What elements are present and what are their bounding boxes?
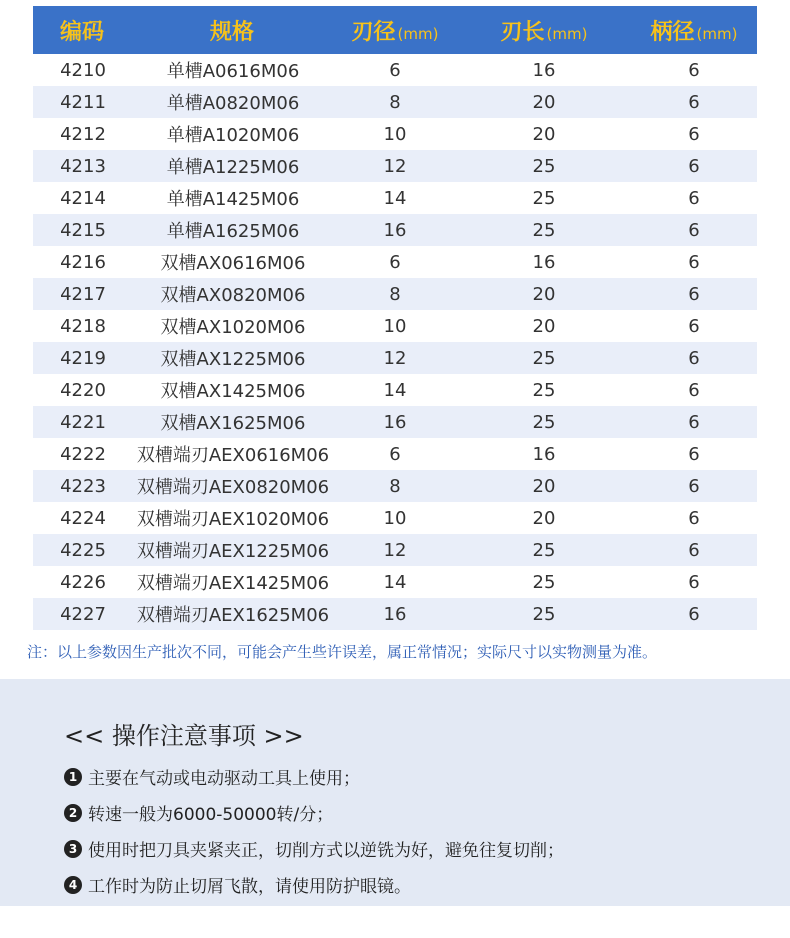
cell-code: 4214 — [60, 187, 106, 209]
cell-shank-diameter: 6 — [688, 571, 700, 593]
header-blade-diameter: 刃径 (mm) — [351, 19, 439, 45]
cell-blade-diameter: 10 — [383, 315, 407, 337]
cell-shank-diameter: 6 — [688, 379, 700, 401]
cell-spec: 双槽AX1020M06 — [160, 317, 306, 338]
precaution-item — [64, 764, 360, 789]
precaution-item — [64, 800, 333, 825]
table-row — [33, 150, 757, 182]
cell-code: 4210 — [60, 59, 106, 81]
cell-blade-length: 20 — [532, 91, 556, 113]
cell-spec: 双槽AX1425M06 — [160, 381, 306, 402]
table-body — [33, 54, 757, 630]
precaution-item — [64, 836, 564, 861]
cell-blade-length: 25 — [532, 571, 556, 593]
cell-spec: 双槽端刃AEX1625M06 — [136, 605, 330, 626]
precautions-panel — [0, 679, 790, 906]
header-blade-length: 刃长 (mm) — [500, 19, 588, 45]
number-badge-icon: 1 — [64, 768, 82, 786]
cell-blade-diameter: 8 — [389, 283, 401, 305]
table-row — [33, 502, 757, 534]
cell-blade-diameter: 10 — [383, 123, 407, 145]
cell-shank-diameter: 6 — [688, 411, 700, 433]
header-shank-diameter: 柄径 (mm) — [650, 19, 738, 45]
cell-spec: 双槽AX1225M06 — [160, 349, 306, 370]
table-row — [33, 470, 757, 502]
table-row — [33, 566, 757, 598]
precaution-text: 使用时把刀具夹紧夹正，切削方式以逆铣为好，避免往复切削； — [88, 841, 564, 861]
cell-blade-diameter: 16 — [383, 603, 407, 625]
cell-blade-length: 25 — [532, 219, 556, 241]
cell-spec: 单槽A1020M06 — [166, 125, 300, 146]
cell-shank-diameter: 6 — [688, 251, 700, 273]
cell-code: 4215 — [60, 219, 106, 241]
spec-table — [33, 6, 757, 630]
header-spec: 规格 — [209, 19, 254, 45]
cell-shank-diameter: 6 — [688, 603, 700, 625]
cell-blade-length: 25 — [532, 379, 556, 401]
cell-blade-length: 25 — [532, 411, 556, 433]
cell-blade-diameter: 8 — [389, 91, 401, 113]
cell-spec: 双槽AX0820M06 — [160, 285, 306, 306]
cell-spec: 双槽AX0616M06 — [160, 253, 306, 274]
number-badge-icon: 3 — [64, 840, 82, 858]
cell-blade-diameter: 12 — [383, 539, 407, 561]
cell-blade-diameter: 10 — [383, 507, 407, 529]
cell-shank-diameter: 6 — [688, 443, 700, 465]
cell-spec: 双槽端刃AEX1425M06 — [136, 573, 330, 594]
cell-blade-diameter: 14 — [383, 379, 407, 401]
cell-code: 4211 — [60, 91, 106, 113]
cell-code: 4219 — [60, 347, 106, 369]
cell-shank-diameter: 6 — [688, 283, 700, 305]
cell-blade-diameter: 12 — [383, 155, 407, 177]
cell-blade-length: 20 — [532, 507, 556, 529]
cell-code: 4225 — [60, 539, 106, 561]
cell-spec: 单槽A0616M06 — [166, 61, 300, 82]
table-row — [33, 118, 757, 150]
cell-shank-diameter: 6 — [688, 59, 700, 81]
cell-code: 4216 — [60, 251, 106, 273]
cell-code: 4223 — [60, 475, 106, 497]
cell-code: 4227 — [60, 603, 106, 625]
cell-spec: 单槽A1225M06 — [166, 157, 300, 178]
cell-blade-length: 20 — [532, 475, 556, 497]
cell-spec: 单槽A1425M06 — [166, 189, 300, 210]
cell-blade-length: 25 — [532, 187, 556, 209]
cell-code: 4220 — [60, 379, 106, 401]
table-row — [33, 342, 757, 374]
cell-shank-diameter: 6 — [688, 187, 700, 209]
cell-blade-length: 25 — [532, 347, 556, 369]
cell-blade-diameter: 14 — [383, 187, 407, 209]
cell-blade-length: 25 — [532, 603, 556, 625]
cell-blade-length: 20 — [532, 123, 556, 145]
cell-shank-diameter: 6 — [688, 123, 700, 145]
table-row — [33, 406, 757, 438]
cell-spec: 单槽A1625M06 — [166, 221, 300, 242]
cell-blade-length: 25 — [532, 155, 556, 177]
table-row — [33, 214, 757, 246]
cell-code: 4224 — [60, 507, 106, 529]
cell-shank-diameter: 6 — [688, 539, 700, 561]
cell-shank-diameter: 6 — [688, 347, 700, 369]
cell-blade-diameter: 6 — [389, 443, 401, 465]
cell-blade-diameter: 14 — [383, 571, 407, 593]
cell-shank-diameter: 6 — [688, 315, 700, 337]
precaution-text: 转速一般为6000-50000转/分； — [88, 805, 334, 825]
table-row — [33, 246, 757, 278]
cell-shank-diameter: 6 — [688, 155, 700, 177]
number-badge-icon: 2 — [64, 804, 82, 822]
cell-spec: 双槽端刃AEX1020M06 — [136, 509, 330, 530]
table-row — [33, 534, 757, 566]
cell-spec: 双槽端刃AEX1225M06 — [136, 541, 330, 562]
cell-spec: 双槽AX1625M06 — [160, 413, 306, 434]
precaution-item — [64, 872, 411, 897]
table-row — [33, 598, 757, 630]
cell-spec: 单槽A0820M06 — [166, 93, 300, 114]
cell-blade-diameter: 6 — [389, 59, 401, 81]
cell-code: 4218 — [60, 315, 106, 337]
cell-blade-diameter: 16 — [383, 219, 407, 241]
number-badge-icon: 4 — [64, 876, 82, 894]
cell-blade-diameter: 6 — [389, 251, 401, 273]
table-row — [33, 438, 757, 470]
cell-blade-length: 16 — [532, 59, 556, 81]
cell-blade-length: 16 — [532, 251, 556, 273]
cell-blade-length: 20 — [532, 315, 556, 337]
cell-blade-diameter: 8 — [389, 475, 401, 497]
table-row — [33, 278, 757, 310]
cell-blade-length: 25 — [532, 539, 556, 561]
table-row — [33, 310, 757, 342]
table-row — [33, 86, 757, 118]
note-text: 注：以上参数因生产批次不同，可能会产生些许误差，属正常情况；实际尺寸以实物测量为准。 — [27, 643, 658, 661]
cell-blade-length: 20 — [532, 283, 556, 305]
cell-shank-diameter: 6 — [688, 219, 700, 241]
cell-code: 4221 — [60, 411, 106, 433]
cell-shank-diameter: 6 — [688, 507, 700, 529]
cell-code: 4212 — [60, 123, 106, 145]
table-row — [33, 182, 757, 214]
cell-shank-diameter: 6 — [688, 91, 700, 113]
cell-blade-diameter: 16 — [383, 411, 407, 433]
cell-spec: 双槽端刃AEX0820M06 — [136, 477, 330, 498]
header-code: 编码 — [59, 19, 104, 45]
table-row — [33, 54, 757, 86]
cell-spec: 双槽端刃AEX0616M06 — [136, 445, 330, 466]
cell-code: 4217 — [60, 283, 106, 305]
precaution-text: 主要在气动或电动驱动工具上使用； — [88, 769, 360, 789]
cell-code: 4213 — [60, 155, 106, 177]
cell-code: 4222 — [60, 443, 106, 465]
precaution-text: 工作时为防止切屑飞散，请使用防护眼镜。 — [88, 877, 411, 897]
cell-code: 4226 — [60, 571, 106, 593]
precautions-title: << 操作注意事项 >> — [64, 722, 304, 750]
cell-shank-diameter: 6 — [688, 475, 700, 497]
table-header — [33, 6, 757, 54]
cell-blade-length: 16 — [532, 443, 556, 465]
table-row — [33, 374, 757, 406]
cell-blade-diameter: 12 — [383, 347, 407, 369]
